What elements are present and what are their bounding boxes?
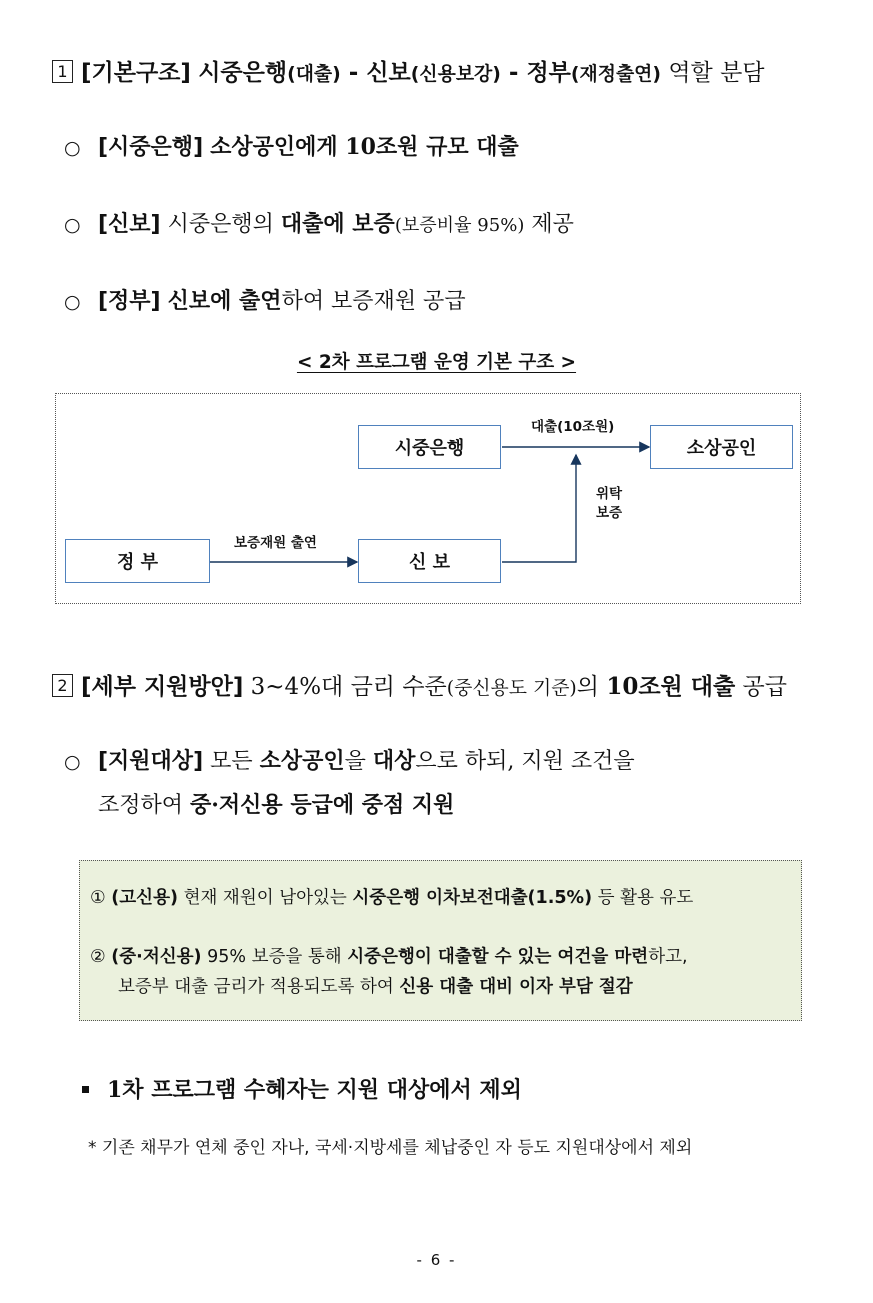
detail-item-mid-low-credit-cont: 보증부 대출 금리가 적용되도록 하여 신용 대출 대비 이자 부담 절감 (118, 977, 633, 997)
bullet-government: ○ [정부] 신보에 출연하여 보증재원 공급 (64, 288, 466, 314)
diagram-caption: < 2차 프로그램 운영 기본 구조 > (296, 352, 577, 373)
structure-diagram (55, 393, 801, 604)
square-bullet-icon (82, 1086, 89, 1093)
section-1-heading: 1 [기본구조] 시중은행(대출) - 신보(신용보강) - 정부(재정출연) 역할 분담 (52, 54, 765, 87)
node-government: 정 부 (65, 539, 210, 583)
bullet-bank: ○ [시중은행] 소상공인에게 10조원 규모 대출 (64, 134, 519, 160)
bullet-target-line1: ○ [지원대상] 모든 소상공인을 대상으로 하되, 지원 조건을 (64, 748, 635, 774)
bullet-kodit: ○ [신보] 시중은행의 대출에 보증(보증비율 95%) 제공 (64, 211, 574, 237)
node-bank: 시중은행 (358, 425, 501, 469)
edge-label-loan: 대출(10조원) (531, 419, 615, 435)
page-number: - 6 - (416, 1251, 457, 1269)
footnote: * 기존 채무가 연체 중인 자나, 국세·지방세를 체납중인 자 등도 지원대상에서 제외 (88, 1138, 693, 1158)
bullet-target-line2: 조정하여 중·저신용 등급에 중점 지원 (98, 792, 455, 818)
arrow-guarantee (502, 455, 576, 562)
support-detail-box (79, 860, 802, 1021)
section-tag: [기본구조] (81, 60, 191, 86)
detail-item-mid-low-credit: ② (중·저신용) 95% 보증을 통해 시중은행이 대출할 수 있는 여건을 마련하고, (90, 947, 688, 967)
edge-label-guarantee: 위탁 보증 (596, 486, 623, 521)
detail-item-high-credit: ① (고신용) 현재 재원이 남아있는 시중은행 이차보전대출(1.5%) 등 활용 유도 (90, 888, 694, 908)
section-number-box: 2 (52, 674, 73, 697)
section-2-heading: 2 [세부 지원방안] 3~4%대 금리 수준(중신용도 기준)의 10조원 대출 공급 (52, 668, 787, 701)
edge-label-fund: 보증재원 출연 (234, 535, 317, 551)
exclusion-bullet: 1차 프로그램 수혜자는 지원 대상에서 제외 (82, 1073, 522, 1104)
section-tag: [세부 지원방안] (81, 674, 244, 700)
section-number-box: 1 (52, 60, 73, 83)
node-kodit: 신 보 (358, 539, 501, 583)
node-smb: 소상공인 (650, 425, 793, 469)
